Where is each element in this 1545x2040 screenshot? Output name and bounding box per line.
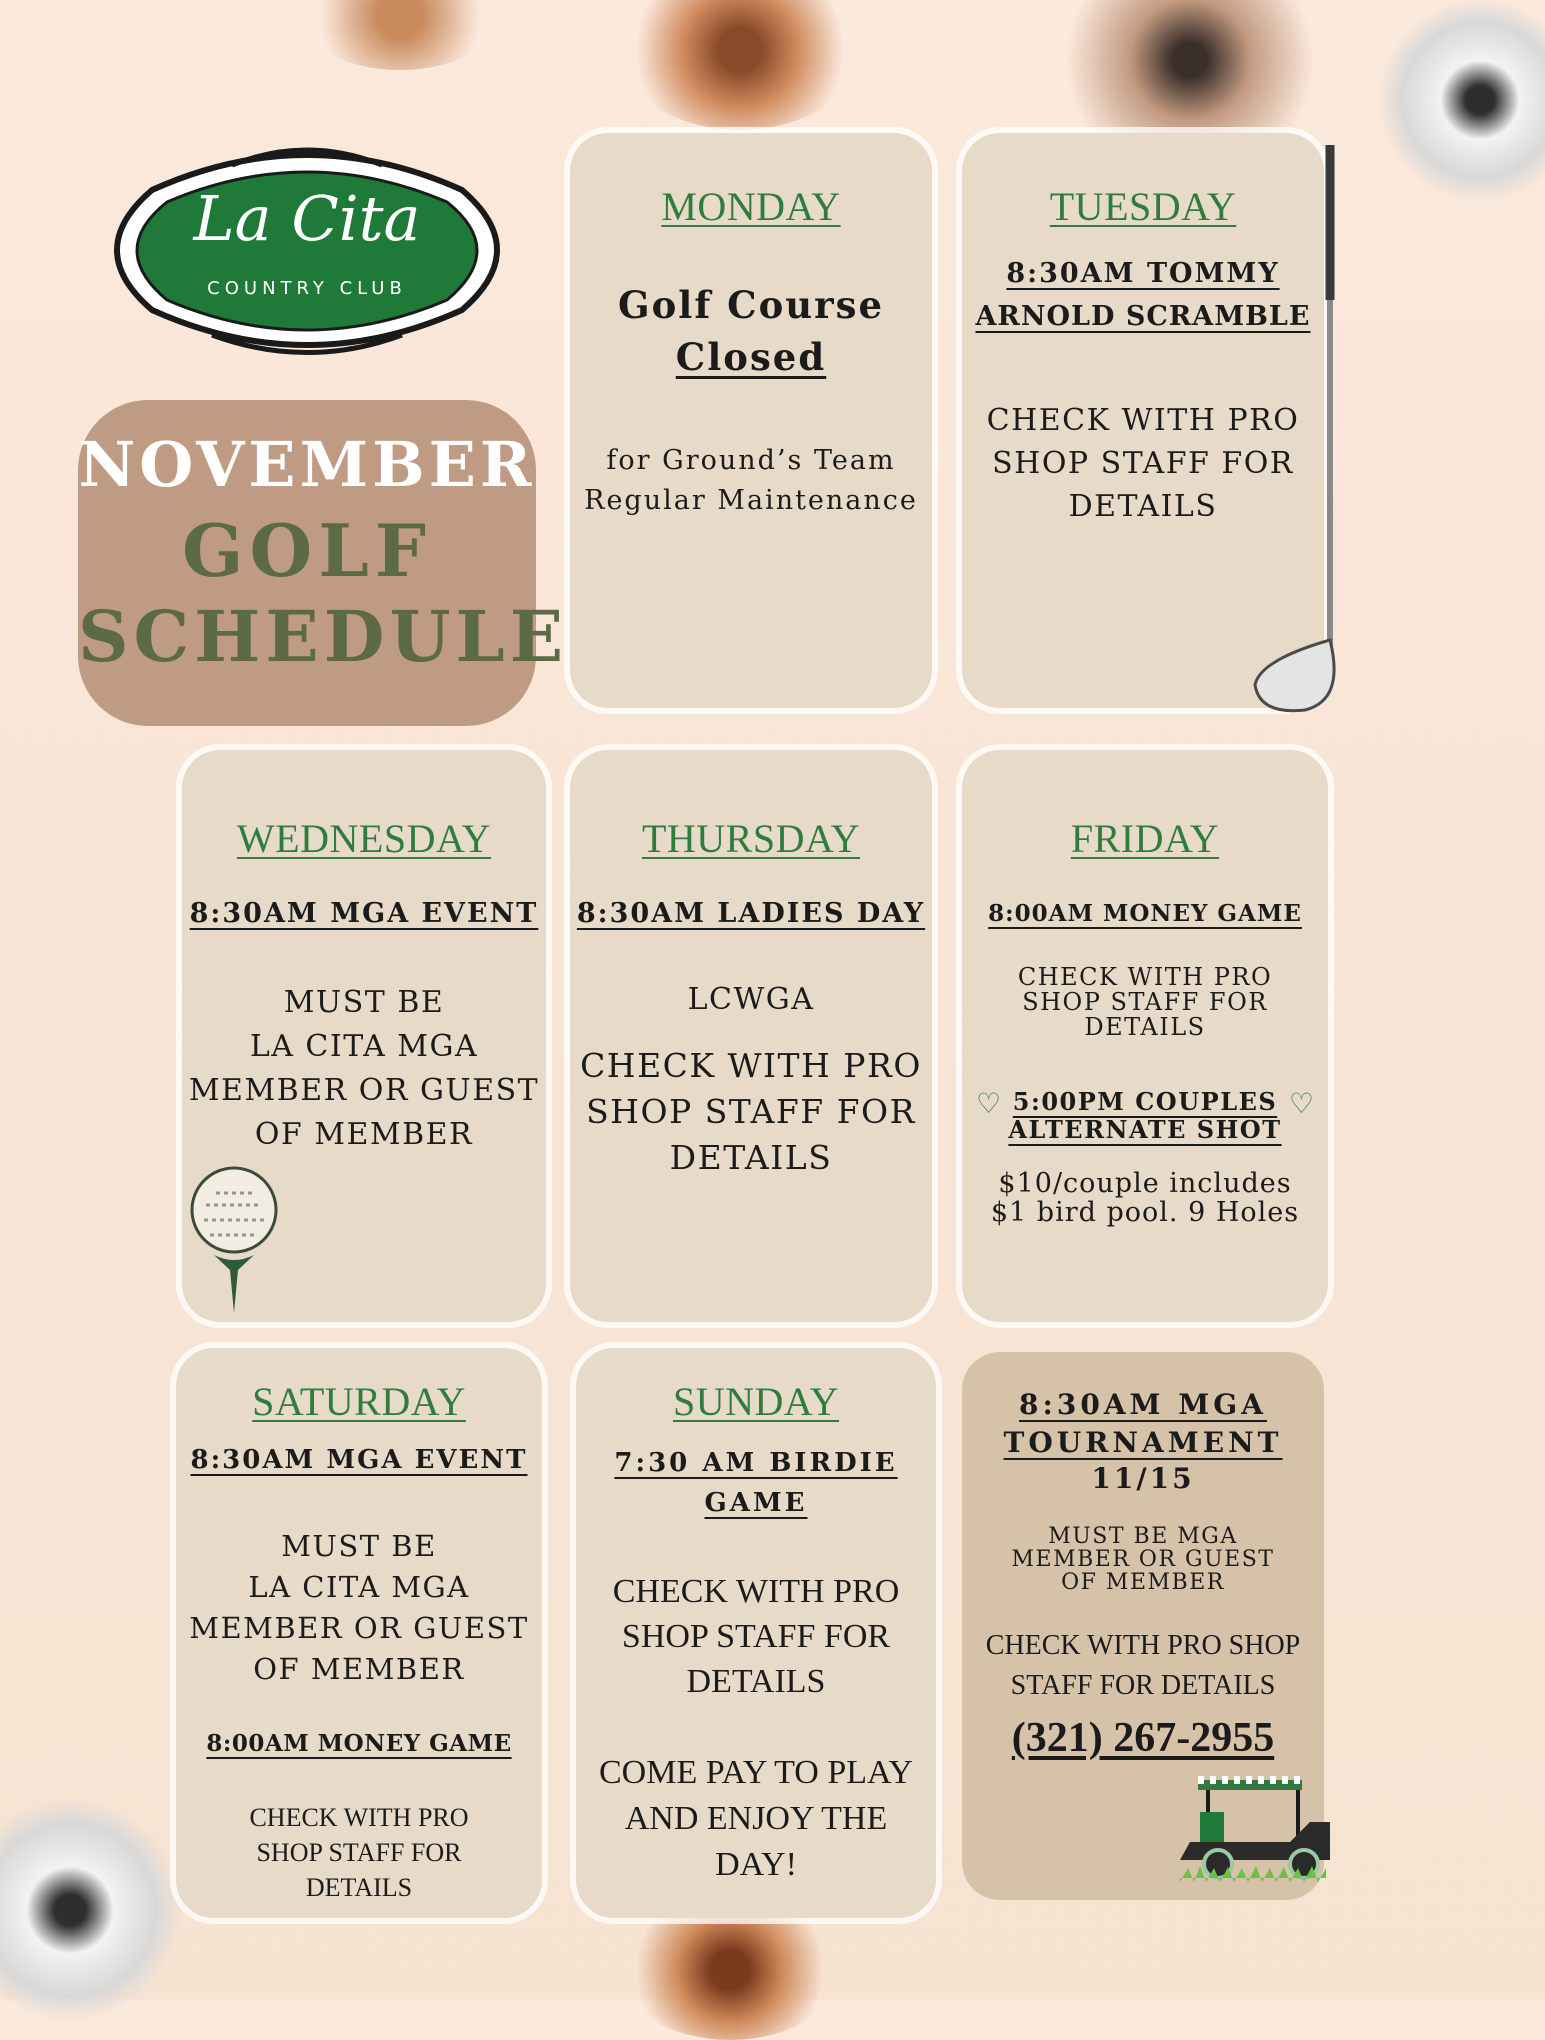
thursday-detail1: CHECK WITH PRO bbox=[580, 1046, 922, 1085]
sunday-detail3: DETAILS bbox=[686, 1663, 826, 1700]
tuesday-detail3: DETAILS bbox=[1068, 489, 1218, 524]
friday-detail1: CHECK WITH PRO bbox=[1017, 963, 1273, 991]
golf-cart-icon bbox=[1180, 1772, 1340, 1892]
tournament-title1: 8:30AM MGA bbox=[1019, 1388, 1267, 1421]
flower-decoration-top bbox=[620, 0, 860, 130]
flower-decoration-top bbox=[300, 0, 500, 70]
tuesday-detail1: CHECK WITH PRO bbox=[986, 403, 1300, 438]
wednesday-detail4: OF MEMBER bbox=[254, 1117, 474, 1152]
tournament-date: 11/15 bbox=[1091, 1462, 1195, 1495]
thursday-heading: THURSDAY bbox=[641, 816, 861, 861]
friday-detail3: DETAILS bbox=[1084, 1013, 1206, 1041]
monday-closed bbox=[570, 335, 932, 379]
tuesday-event-line1: 8:30AM TOMMY bbox=[1006, 258, 1280, 289]
wednesday-detail2: LA CITA MGA bbox=[249, 1029, 479, 1064]
tournament-check2: STAFF FOR DETAILS bbox=[1010, 1670, 1276, 1701]
title-schedule: SCHEDULE bbox=[78, 595, 569, 678]
title-golf: GOLF bbox=[182, 508, 432, 593]
tournament-phone: (321) 267-2955 bbox=[1011, 1715, 1275, 1761]
monday-note2: Regular Maintenance bbox=[584, 485, 918, 516]
title-month: NOVEMBER bbox=[78, 428, 536, 501]
monday-line1: Golf Course bbox=[617, 283, 885, 327]
monday-closed-label: Closed bbox=[675, 335, 827, 379]
saturday-event: 8:30AM MGA EVENT bbox=[190, 1445, 528, 1475]
sunday-cta2: AND ENJOY THE bbox=[624, 1800, 888, 1837]
friday-price1: $10/couple includes bbox=[998, 1168, 1292, 1199]
saturday-event2: 8:00AM MONEY GAME bbox=[206, 1730, 512, 1757]
sunday-event-line1: 7:30 AM BIRDIE bbox=[614, 1448, 898, 1478]
wednesday-detail1: MUST BE bbox=[283, 985, 445, 1020]
sunday-detail1: CHECK WITH PRO bbox=[612, 1573, 900, 1610]
monday-heading: MONDAY bbox=[661, 184, 841, 229]
logo-script: La Cita bbox=[193, 182, 421, 255]
thursday-event: 8:30AM LADIES DAY bbox=[576, 898, 926, 929]
tournament-member2: MEMBER OR GUEST bbox=[1011, 1547, 1275, 1572]
saturday-card bbox=[176, 1348, 542, 1918]
golf-ball-tee-icon bbox=[186, 1165, 282, 1315]
saturday-detail1: MUST BE bbox=[281, 1529, 437, 1563]
thursday-detail3: DETAILS bbox=[669, 1138, 833, 1177]
saturday-extra3: DETAILS bbox=[305, 1873, 413, 1902]
saturday-detail4: OF MEMBER bbox=[253, 1652, 465, 1686]
white-flower-decoration bbox=[1380, 0, 1545, 200]
friday-price2: $1 bird pool. 9 Holes bbox=[990, 1197, 1300, 1228]
wednesday-detail3: MEMBER OR GUEST bbox=[188, 1073, 540, 1108]
tournament-member1: MUST BE MGA bbox=[1048, 1524, 1238, 1549]
saturday-extra1: CHECK WITH PRO bbox=[249, 1803, 469, 1832]
friday-event2-line2: ALTERNATE SHOT bbox=[1008, 1115, 1282, 1144]
monday-card bbox=[570, 133, 932, 708]
tournament-title2: TOURNAMENT bbox=[1003, 1426, 1283, 1459]
sunday-cta1: COME PAY TO PLAY bbox=[598, 1754, 913, 1791]
schedule-title bbox=[78, 400, 569, 726]
club-logo bbox=[92, 130, 522, 370]
sunday-event-line2: GAME bbox=[704, 1488, 808, 1518]
saturday-extra2: SHOP STAFF FOR bbox=[256, 1838, 462, 1867]
sunday-cta3: DAY! bbox=[715, 1846, 797, 1883]
logo-subtitle: COUNTRY CLUB bbox=[207, 278, 407, 299]
saturday-detail3: MEMBER OR GUEST bbox=[189, 1611, 529, 1645]
tuesday-detail2: SHOP STAFF FOR bbox=[992, 446, 1294, 481]
sunday-detail2: SHOP STAFF FOR bbox=[621, 1618, 891, 1655]
tournament-member3: OF MEMBER bbox=[1061, 1570, 1225, 1595]
friday-event: 8:00AM MONEY GAME bbox=[988, 900, 1302, 927]
thursday-org: LCWGA bbox=[687, 982, 815, 1017]
wednesday-event: 8:30AM MGA EVENT bbox=[189, 898, 539, 929]
white-flower-decoration bbox=[0, 1800, 180, 2020]
sunday-card bbox=[576, 1348, 936, 1918]
saturday-detail2: LA CITA MGA bbox=[248, 1570, 470, 1604]
friday-event2-line1: 5:00PM COUPLES bbox=[1012, 1087, 1278, 1116]
tuesday-heading: TUESDAY bbox=[1049, 184, 1237, 229]
tournament-check1: CHECK WITH PRO SHOP bbox=[985, 1630, 1301, 1661]
tuesday-event-line2: ARNOLD SCRAMBLE bbox=[975, 301, 1311, 332]
thursday-detail2: SHOP STAFF FOR bbox=[586, 1092, 916, 1131]
friday-heading: FRIDAY bbox=[1070, 816, 1220, 861]
monday-note1: for Ground’s Team bbox=[606, 445, 896, 476]
wednesday-heading: WEDNESDAY bbox=[236, 816, 492, 861]
friday-detail2: SHOP STAFF FOR bbox=[1022, 988, 1268, 1016]
golf-club-icon bbox=[1250, 140, 1360, 720]
friday-card bbox=[962, 750, 1328, 1322]
saturday-heading: SATURDAY bbox=[252, 1379, 466, 1424]
thursday-card bbox=[570, 750, 932, 1322]
flower-decoration-bottom bbox=[620, 1900, 840, 2040]
friday-heart-right-icon: ♡ bbox=[1288, 1087, 1314, 1120]
friday-heart-left-icon: ♡ bbox=[976, 1087, 1002, 1120]
sunday-heading: SUNDAY bbox=[672, 1379, 839, 1424]
